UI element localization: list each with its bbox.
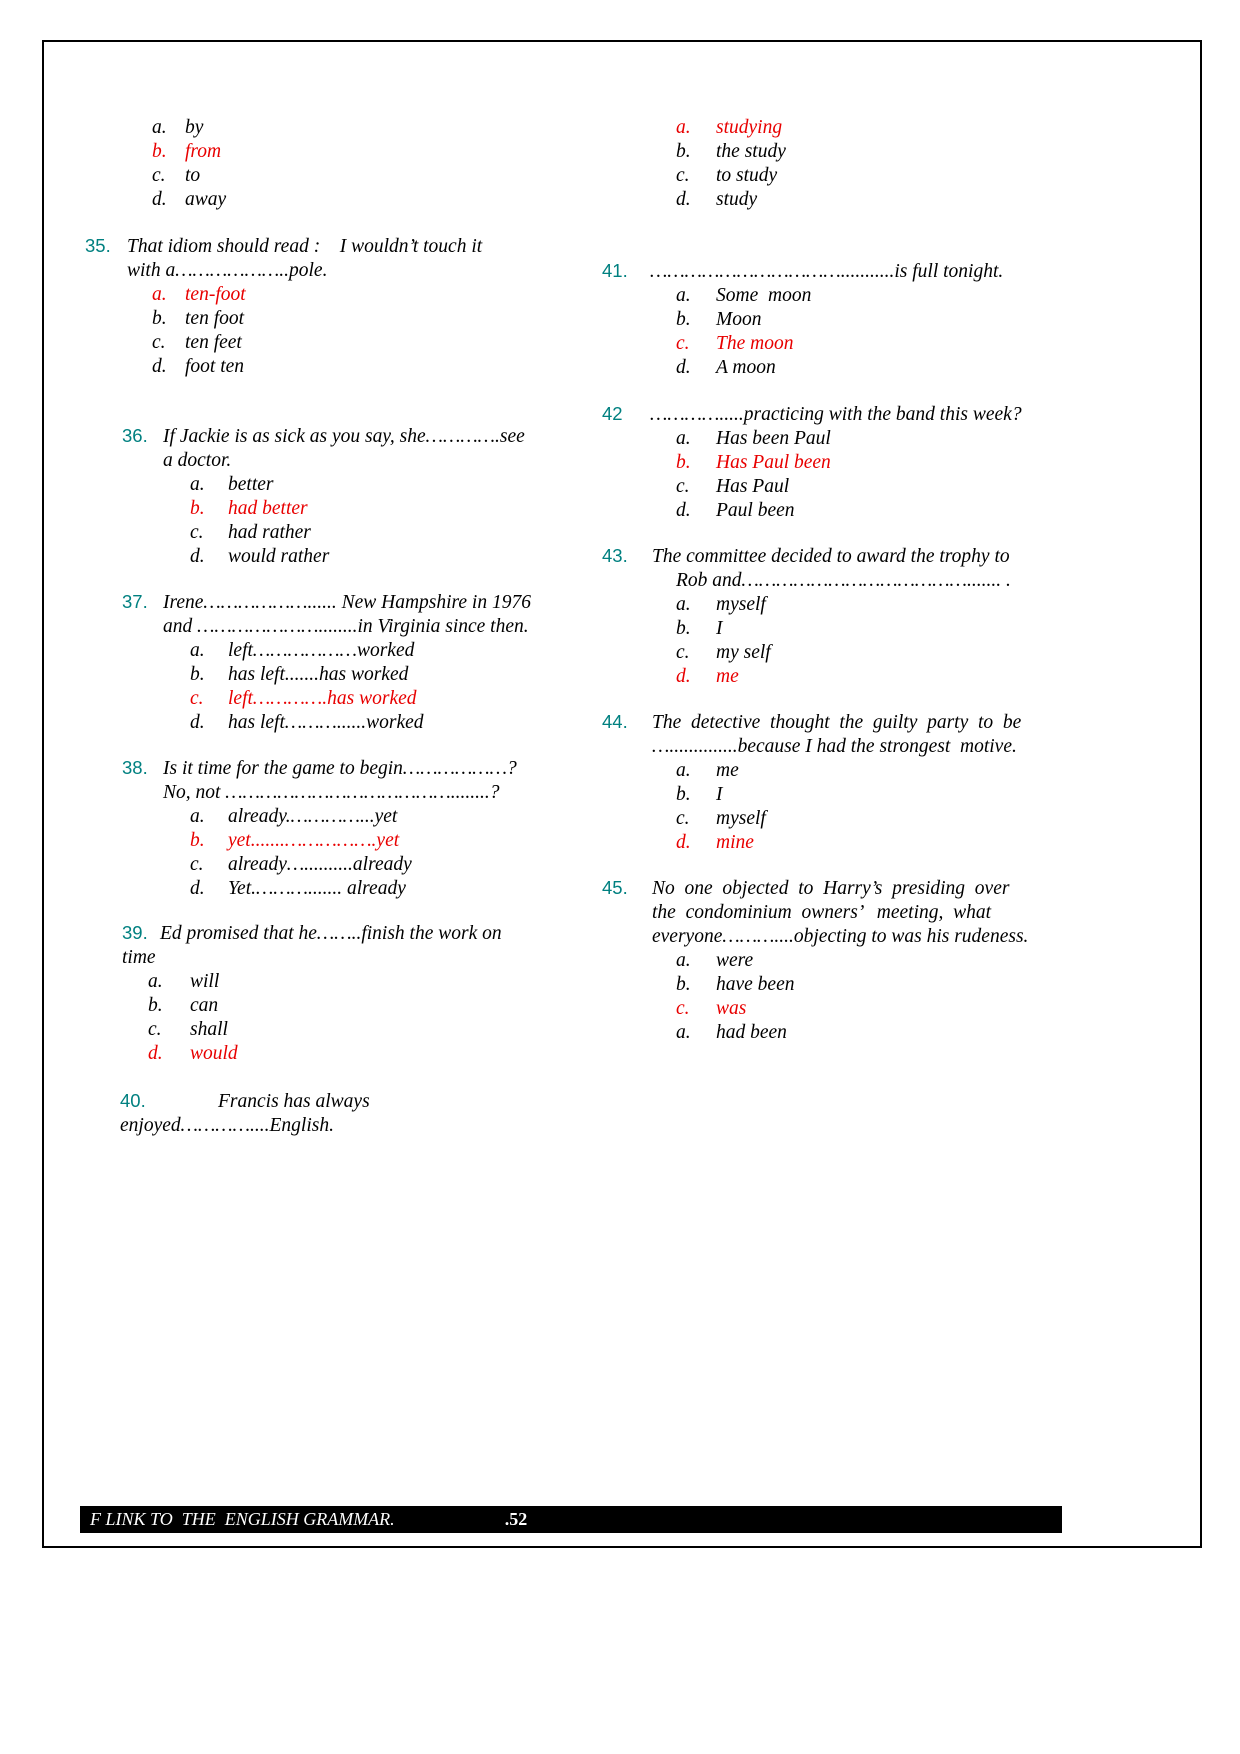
- option-text: Yet.………....... already: [228, 878, 406, 899]
- option-text: has left………......worked: [228, 712, 424, 733]
- left-column: [85, 116, 585, 1138]
- option-text: away: [185, 189, 227, 210]
- question-first-line: [122, 756, 585, 781]
- option-label: b.: [676, 309, 691, 330]
- option-row: [676, 1021, 1080, 1045]
- question-text: That idiom should read : I wouldn’t touch it: [127, 236, 483, 257]
- option-row: [190, 473, 585, 497]
- option-text: Has Paul: [716, 476, 790, 497]
- question-number: 40.: [120, 1090, 146, 1111]
- option-row: [676, 188, 1080, 212]
- option-label: c.: [676, 642, 690, 663]
- option-text: Has been Paul: [716, 428, 831, 449]
- option-row: [152, 355, 585, 379]
- option-label: d.: [152, 356, 167, 377]
- option-label: a.: [676, 1022, 691, 1043]
- option-row: [676, 807, 1080, 831]
- question-number: 38.: [122, 757, 148, 778]
- option-text: I: [716, 618, 723, 639]
- option-label: c.: [152, 332, 166, 353]
- option-label: d.: [676, 666, 691, 687]
- option-text: me: [716, 666, 739, 687]
- option-text: ten feet: [185, 332, 242, 353]
- option-text: had rather: [228, 522, 311, 543]
- options-list: [676, 949, 1080, 1045]
- option-label: c.: [190, 688, 204, 709]
- option-text: would: [190, 1043, 238, 1064]
- options-list: [190, 473, 585, 569]
- option-text: left………………worked: [228, 640, 415, 661]
- right-column: [600, 116, 1080, 1138]
- option-row: [190, 877, 585, 901]
- option-text: the study: [716, 141, 786, 162]
- question-number: 43.: [602, 545, 628, 566]
- footer-bar: [80, 1506, 1062, 1533]
- option-text: have been: [716, 974, 795, 995]
- option-row: [190, 805, 585, 829]
- option-text: Paul been: [716, 500, 795, 521]
- question-44: [602, 710, 1080, 855]
- question-text: If Jackie is as sick as you say, she………….see: [163, 426, 525, 447]
- option-row: [190, 639, 585, 663]
- question-37: [122, 590, 585, 735]
- option-row: [190, 545, 585, 569]
- option-label: d.: [190, 546, 205, 567]
- option-row: [676, 973, 1080, 997]
- options-list: [676, 593, 1080, 689]
- option-row-correct: [676, 116, 1080, 140]
- option-row-correct: [676, 451, 1080, 475]
- option-row: [190, 663, 585, 687]
- question-text: Francis has always: [218, 1091, 370, 1112]
- question-text: No one objected to Harry’s presiding over: [652, 878, 1010, 899]
- option-text: from: [185, 141, 222, 162]
- option-text: my self: [716, 642, 771, 663]
- option-text: shall: [190, 1019, 228, 1040]
- options-continuation: [600, 116, 1080, 212]
- option-label: d.: [676, 832, 691, 853]
- option-text: I: [716, 784, 723, 805]
- option-text: The moon: [716, 333, 794, 354]
- option-label: c.: [148, 1019, 162, 1040]
- option-row-correct: [676, 332, 1080, 356]
- option-label: b.: [676, 974, 691, 995]
- question-number: 41.: [602, 260, 628, 281]
- option-text: already.…………...yet: [228, 806, 398, 827]
- option-row: [676, 308, 1080, 332]
- option-row: [676, 617, 1080, 641]
- option-label: c.: [676, 808, 690, 829]
- option-text: yet.......…………….yet: [228, 830, 400, 851]
- option-text: ten-foot: [185, 284, 246, 305]
- question-text: Ed promised that he……..finish the work on: [160, 923, 502, 944]
- option-row: [152, 307, 585, 331]
- question-first-line: [120, 1089, 585, 1114]
- question-text-line: Rob and…………………………………....... .: [676, 570, 1011, 591]
- option-label: b.: [152, 308, 167, 329]
- options-list: [676, 284, 1080, 380]
- option-row: [676, 949, 1080, 973]
- option-label: d.: [190, 712, 205, 733]
- option-label: b.: [152, 141, 167, 162]
- question-45: [602, 876, 1080, 1045]
- option-label: b.: [190, 498, 205, 519]
- question-42: [602, 402, 1080, 523]
- option-label: a.: [190, 806, 205, 827]
- option-label: d.: [676, 357, 691, 378]
- question-36: [122, 424, 585, 569]
- option-text: has left.......has worked: [228, 664, 409, 685]
- option-row: [676, 140, 1080, 164]
- option-label: c.: [676, 998, 690, 1019]
- question-text: ………….....practicing with the band this week?: [650, 404, 1022, 425]
- option-text: better: [228, 474, 274, 495]
- question-text-line: enjoyed…………....English.: [120, 1115, 334, 1136]
- option-row: [676, 427, 1080, 451]
- option-text: A moon: [716, 357, 776, 378]
- option-row-correct: [152, 140, 585, 164]
- question-first-line: [602, 259, 1080, 284]
- option-row: [676, 284, 1080, 308]
- options-list: [676, 427, 1080, 523]
- option-row: [152, 116, 585, 140]
- question-text-line: the condominium owners’ meeting, what: [652, 902, 992, 923]
- option-label: a.: [152, 117, 167, 138]
- question-first-line: [602, 710, 1080, 735]
- option-text: myself: [716, 808, 766, 829]
- option-text: had been: [716, 1022, 787, 1043]
- question-number: 35.: [85, 235, 111, 256]
- options-list: [190, 805, 585, 901]
- option-label: a.: [676, 428, 691, 449]
- option-text: ten foot: [185, 308, 245, 329]
- option-label: b.: [676, 141, 691, 162]
- options-list: [148, 970, 585, 1066]
- question-number: 45.: [602, 877, 628, 898]
- question-number: 37.: [122, 591, 148, 612]
- option-row-correct: [152, 283, 585, 307]
- question-text: The detective thought the guilty party to be: [652, 712, 1022, 733]
- question-first-line: [602, 402, 1080, 427]
- option-text: will: [190, 971, 220, 992]
- option-label: d.: [148, 1043, 163, 1064]
- question-text-line: everyone………....objecting to was his rudeness.: [652, 926, 1029, 947]
- option-row: [190, 711, 585, 735]
- question-text-line: time: [122, 947, 156, 968]
- question-text: Is it time for the game to begin………………?: [163, 758, 517, 779]
- question-40: [120, 1089, 585, 1138]
- option-row: [190, 853, 585, 877]
- option-row: [676, 783, 1080, 807]
- footer-page-number: .52: [504, 1509, 528, 1529]
- option-row: [676, 641, 1080, 665]
- option-label: a.: [676, 594, 691, 615]
- option-row: [152, 188, 585, 212]
- option-text: Some moon: [716, 285, 812, 306]
- option-text: myself: [716, 594, 766, 615]
- question-first-line: [602, 876, 1080, 901]
- option-text: study: [716, 189, 758, 210]
- option-label: c.: [190, 522, 204, 543]
- option-label: a.: [676, 285, 691, 306]
- footer-title: F LINK TO THE ENGLISH GRAMMAR.: [90, 1509, 395, 1529]
- option-label: a.: [190, 640, 205, 661]
- option-row-correct: [148, 1042, 585, 1066]
- option-row: [190, 521, 585, 545]
- option-row: [152, 331, 585, 355]
- question-number: 36.: [122, 425, 148, 446]
- question-number: 42: [602, 403, 623, 424]
- question-text: ……………………………...........is full tonight.: [650, 261, 1004, 282]
- question-41: [602, 259, 1080, 380]
- option-text: foot ten: [185, 356, 245, 377]
- option-label: b.: [676, 618, 691, 639]
- options-list: [676, 116, 1080, 212]
- options-list: [190, 639, 585, 735]
- question-38: [122, 756, 585, 901]
- question-39: [122, 921, 585, 1066]
- option-text: can: [190, 995, 219, 1016]
- option-row-correct: [676, 831, 1080, 855]
- option-text: to: [185, 165, 201, 186]
- question-text-line: a doctor.: [163, 450, 232, 471]
- option-label: c.: [676, 165, 690, 186]
- option-text: had better: [228, 498, 308, 519]
- option-row: [152, 164, 585, 188]
- question-number: 39.: [122, 922, 148, 943]
- option-row: [676, 164, 1080, 188]
- option-row-correct: [190, 829, 585, 853]
- options-continuation: [85, 116, 585, 212]
- option-row-correct: [676, 997, 1080, 1021]
- options-list: [676, 759, 1080, 855]
- option-row: [676, 499, 1080, 523]
- option-label: b.: [190, 664, 205, 685]
- option-label: c.: [152, 165, 166, 186]
- option-label: a.: [148, 971, 163, 992]
- option-row-correct: [190, 687, 585, 711]
- option-row: [676, 759, 1080, 783]
- option-row: [676, 356, 1080, 380]
- question-35: [85, 234, 585, 379]
- option-text: me: [716, 760, 739, 781]
- question-first-line: [122, 921, 585, 946]
- option-text: were: [716, 950, 754, 971]
- option-label: b.: [676, 784, 691, 805]
- question-text-line: No, not …………………………………........?: [163, 782, 500, 803]
- options-list: [152, 283, 585, 379]
- option-text: to study: [716, 165, 778, 186]
- option-text: Moon: [716, 309, 762, 330]
- option-text: studying: [716, 117, 783, 138]
- option-row: [676, 593, 1080, 617]
- option-row-correct: [676, 665, 1080, 689]
- option-label: d.: [676, 189, 691, 210]
- option-text: mine: [716, 832, 754, 853]
- option-row: [676, 475, 1080, 499]
- question-text-line: and …………………........in Virginia since then.: [163, 616, 529, 637]
- question-43: [602, 544, 1080, 689]
- question-first-line: [602, 544, 1080, 569]
- option-label: a.: [676, 760, 691, 781]
- option-text: left………….has worked: [228, 688, 417, 709]
- option-label: b.: [676, 452, 691, 473]
- question-first-line: [85, 234, 585, 259]
- option-label: d.: [152, 189, 167, 210]
- question-text-line: with a………………..pole.: [127, 260, 328, 281]
- option-label: b.: [148, 995, 163, 1016]
- option-text: already…..........already: [228, 854, 412, 875]
- option-text: would rather: [228, 546, 330, 567]
- option-label: a.: [190, 474, 205, 495]
- option-label: a.: [676, 950, 691, 971]
- option-label: b.: [190, 830, 205, 851]
- question-text: Irene………………...... New Hampshire in 1976: [163, 592, 531, 613]
- question-number: 44.: [602, 711, 628, 732]
- option-label: a.: [676, 117, 691, 138]
- question-columns: [85, 116, 1160, 1138]
- option-row: [148, 970, 585, 994]
- option-text: Has Paul been: [716, 452, 831, 473]
- question-text: The committee decided to award the trophy to: [652, 546, 1010, 567]
- option-row-correct: [190, 497, 585, 521]
- question-first-line: [122, 590, 585, 615]
- option-label: d.: [676, 500, 691, 521]
- options-list: [152, 116, 585, 212]
- question-text-line: …..............because I had the strongest motive.: [652, 736, 1017, 757]
- option-label: c.: [676, 333, 690, 354]
- option-text: by: [185, 117, 204, 138]
- option-row: [148, 994, 585, 1018]
- option-text: was: [716, 998, 747, 1019]
- option-label: a.: [152, 284, 167, 305]
- question-first-line: [122, 424, 585, 449]
- option-label: c.: [190, 854, 204, 875]
- option-row: [148, 1018, 585, 1042]
- option-label: d.: [190, 878, 205, 899]
- option-label: c.: [676, 476, 690, 497]
